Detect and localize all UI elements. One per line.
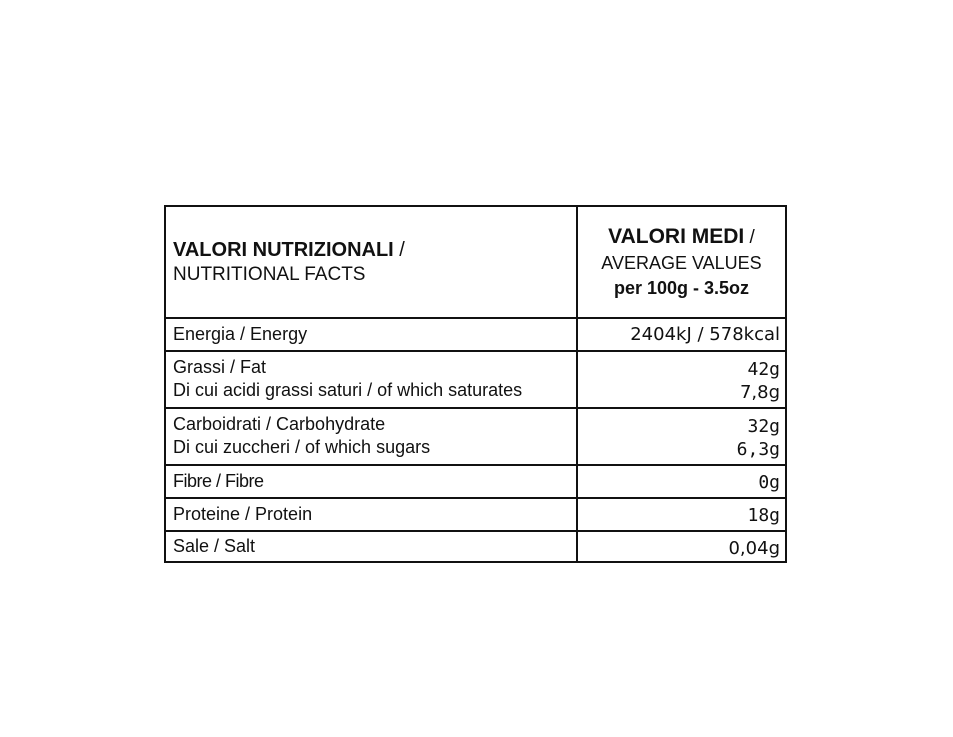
nutrition-table	[164, 205, 787, 563]
row-label-cell	[166, 409, 578, 464]
row-value-cell	[578, 532, 785, 561]
header-values-cell	[578, 207, 785, 317]
row-label: Carboidrati / Carbohydrate	[173, 414, 386, 434]
row-label: Energia / Energy	[173, 324, 308, 344]
row-value-cell	[578, 499, 785, 530]
row-label-cell	[166, 466, 578, 497]
table-row-fibre	[166, 466, 785, 499]
table-row-protein	[166, 499, 785, 532]
row-label-cell	[166, 532, 578, 561]
header-values-it: VALORI MEDI	[608, 224, 745, 248]
row-value: 0g	[758, 472, 780, 493]
row-label: Proteine / Protein	[173, 504, 313, 524]
row-sub-label: Di cui acidi grassi saturi / of which saturates	[173, 380, 523, 400]
row-label: Fibre / Fibre	[173, 471, 264, 491]
header-title-en: NUTRITIONAL FACTS	[173, 264, 366, 285]
row-label: Sale / Salt	[173, 536, 256, 556]
header-portion: per 100g - 3.5oz	[613, 277, 750, 298]
header-values-slash: /	[744, 226, 755, 248]
table-row-carbohydrate	[166, 409, 785, 466]
table-row-fat	[166, 352, 785, 409]
row-value-cell	[578, 352, 785, 407]
header-title-slash: /	[393, 239, 405, 261]
header-title	[173, 237, 576, 263]
table-row-energy	[166, 319, 785, 352]
row-value-cell	[578, 319, 785, 350]
row-value: 32g	[747, 416, 780, 437]
row-sub-value: 7,8g	[739, 382, 780, 403]
row-value: 0,04g	[728, 538, 780, 559]
header-values-title	[608, 224, 755, 251]
row-sub-label: Di cui zuccheri / of which sugars	[173, 437, 431, 457]
row-label: Grassi / Fat	[173, 357, 267, 377]
row-value-cell	[578, 466, 785, 497]
row-label-cell	[166, 319, 578, 350]
table-row-salt	[166, 532, 785, 561]
row-value: 42g	[747, 359, 780, 380]
row-value: 2404kJ / 578kcal	[630, 324, 780, 345]
header-label-cell	[166, 207, 578, 317]
row-value: 18g	[747, 505, 780, 526]
row-label-cell	[166, 499, 578, 530]
row-sub-value: 6,3g	[736, 439, 780, 460]
row-label-cell	[166, 352, 578, 407]
header-title-it: VALORI NUTRIZIONALI	[173, 239, 394, 261]
header-row	[166, 207, 785, 319]
row-value-cell	[578, 409, 785, 464]
header-values-en: AVERAGE VALUES	[601, 252, 762, 273]
